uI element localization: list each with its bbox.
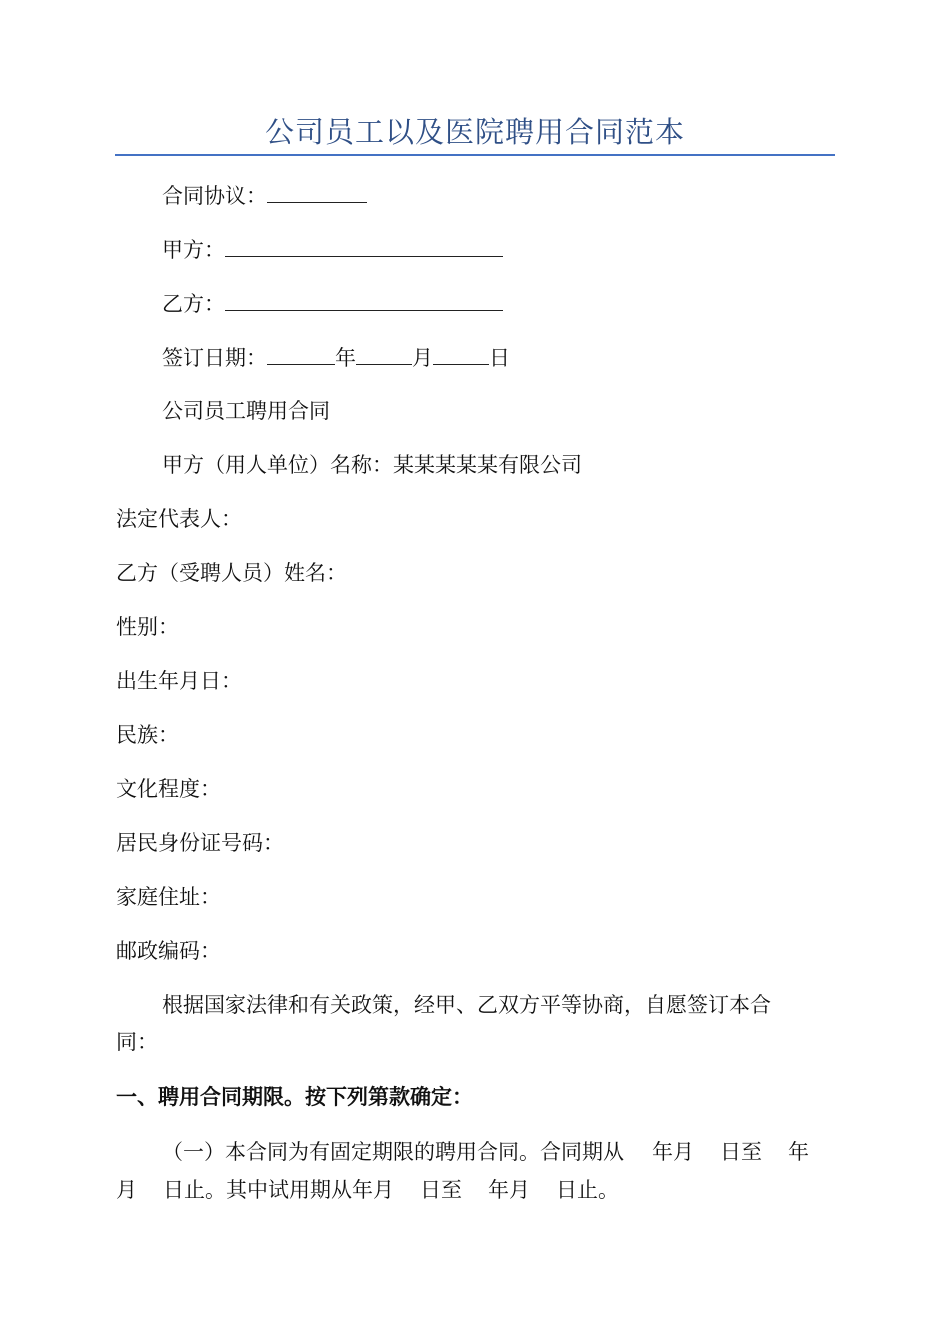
sign-date-label: 签订日期： <box>162 346 267 370</box>
clause-1-text-g: 日至 <box>420 1178 462 1202</box>
sign-date-line <box>162 342 510 373</box>
section-1-heading: 一、聘用合同期限。按下列第款确定： <box>116 1084 473 1109</box>
gender-field: 性别： <box>116 615 179 639</box>
contract-subtitle: 公司员工聘用合同 <box>162 399 330 423</box>
contract-agreement-line <box>162 180 367 211</box>
clause-1-text-b: 年月 <box>652 1140 694 1164</box>
clause-1-line2 <box>116 1175 619 1205</box>
contract-label: 合同协议： <box>162 184 267 208</box>
party-b-label: 乙方： <box>162 292 225 316</box>
id-number-field: 居民身份证号码： <box>116 831 284 855</box>
document-title: 公司员工以及医院聘用合同范本 <box>264 115 685 149</box>
employee-name-field: 乙方（受聘人员）姓名： <box>116 561 347 585</box>
party-a-blank <box>225 234 503 257</box>
address-field: 家庭住址： <box>116 885 221 909</box>
intro-paragraph-line2: 同： <box>116 1030 158 1054</box>
party-b-line <box>162 288 503 319</box>
title-underline <box>115 154 835 156</box>
party-a-line <box>162 234 503 265</box>
postcode-field: 邮政编码： <box>116 939 221 963</box>
intro-paragraph-line1: 根据国家法律和有关政策，经甲、乙双方平等协商，自愿签订本合 <box>162 993 771 1017</box>
employer-line <box>162 450 582 480</box>
clause-1-text-d: 年 <box>788 1140 809 1164</box>
education-field: 文化程度： <box>116 777 221 801</box>
employer-label: 甲方（用人单位）名称： <box>162 453 393 477</box>
day-blank <box>433 342 489 365</box>
clause-1-text-c: 日至 <box>720 1140 762 1164</box>
year-label: 年 <box>335 346 356 370</box>
clause-1-text-e: 月 <box>116 1178 137 1202</box>
clause-1-text-i: 日止。 <box>556 1178 619 1202</box>
ethnicity-field: 民族： <box>116 723 179 747</box>
clause-1-text-a: （一）本合同为有固定期限的聘用合同。合同期从 <box>162 1140 624 1164</box>
month-label: 月 <box>412 346 433 370</box>
clause-1-line1 <box>162 1137 809 1167</box>
employer-name: 某某某某某有限公司 <box>393 453 582 477</box>
party-a-label: 甲方： <box>162 238 225 262</box>
day-label: 日 <box>489 346 510 370</box>
birth-date-field: 出生年月日： <box>116 669 242 693</box>
party-b-blank <box>225 288 503 311</box>
contract-blank <box>267 180 367 203</box>
clause-1-text-h: 年月 <box>488 1178 530 1202</box>
month-blank <box>356 342 412 365</box>
year-blank <box>267 342 335 365</box>
clause-1-text-f: 日止。其中试用期从年月 <box>163 1178 394 1202</box>
legal-rep-field: 法定代表人： <box>116 507 242 531</box>
